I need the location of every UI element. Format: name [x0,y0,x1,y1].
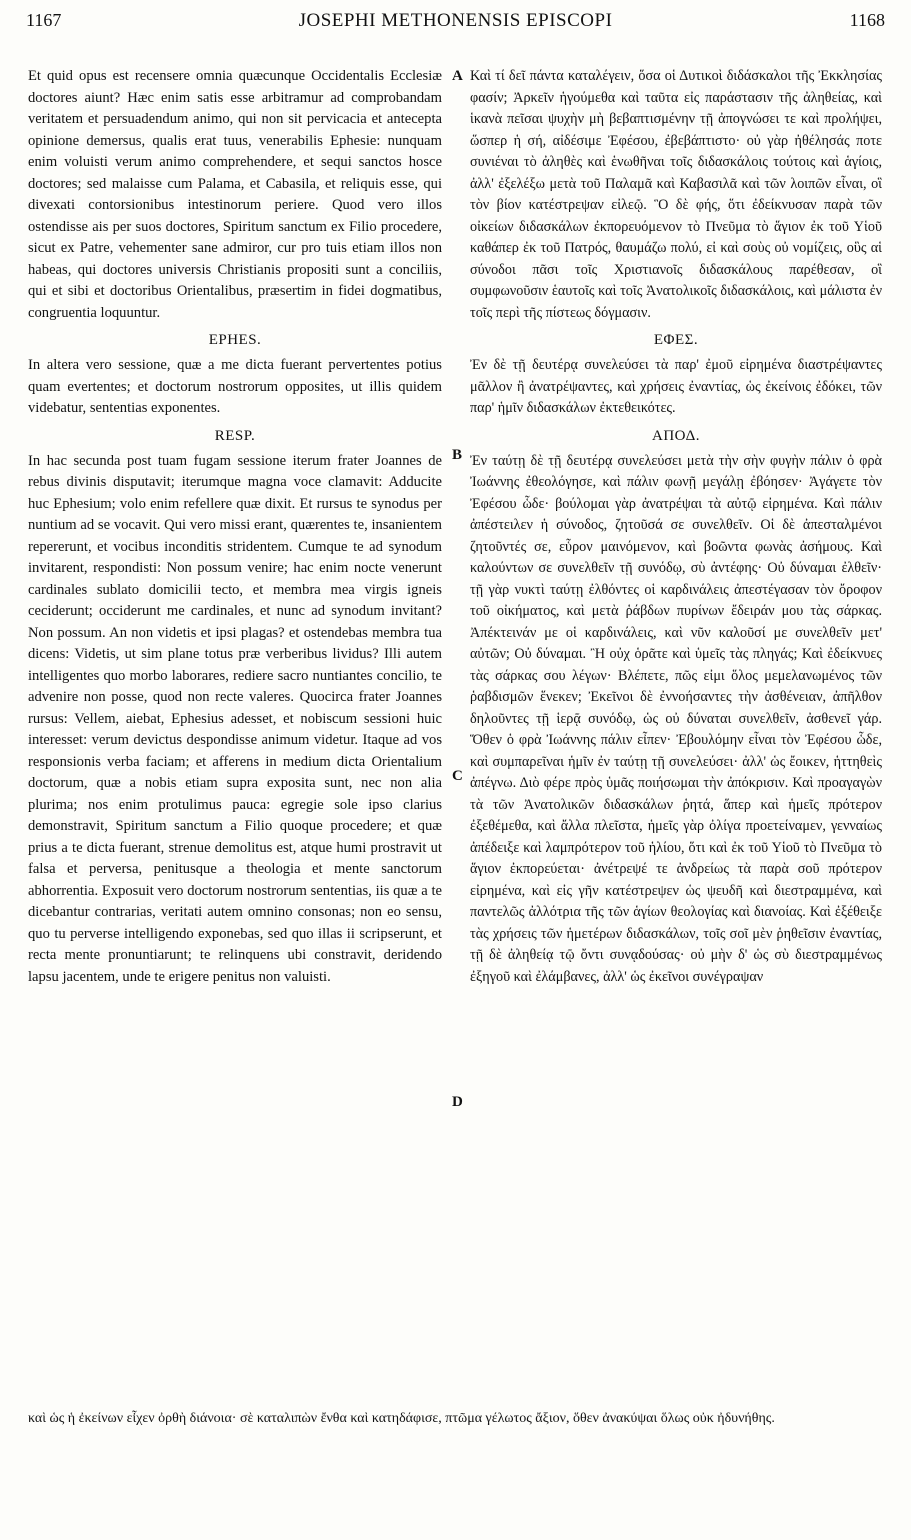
greek-heading-ephes: ΕΦΕΣ. [653,332,699,348]
latin-paragraph-3: In hac secunda post tuam fugam sessione iterum frater Joannes de rebus divinis disputavit; iterumque magna voce clamavit: Adducite huc Ephesium; volo enim refellere quæ dixit. Et rursus te synodus per nuntium ad se vocavit. Qui vero missi erant, quærentes te, insanientem repererunt, et vocibus inconditis stridentem. Cumque te ad synodum invitarent, respondisti: Non possum venire; hac enim nocte venerunt cardinales sublato domicilii tecto, et membra mea virgis igneis ceciderunt; occiderunt me cardinales, et nunc ad synodum invitant? Non possum. An non videtis et ipsi plagas? et ostendebas membra tua dicens: Videtis, ut sim plane totus præ verberibus lividus? Illi autem intelligentes quo morbo laborares, rediere sacro nuntiantes concilio, te advenire non posse, quod non recte valeres. Quocirca frater Joannes rursus: Vellem, aiebat, Ephesius adesset, et nobiscum sessioni huic interesset: verum devictus despondisse animum videtur. Itaque ad vos responsionis verba faciam; et afferens in medium dicta Orientalium doctorum, quæ a nobis etiam supra exposita sunt, nec non alia plurima; nos enim protulimus pauca: egregie sole ipso clarius demonstravit, Spiritum sanctum a Filio quoque procedere; et quæ prius a te dicta fuerant, strenue demolitus est, atque humi prostravit ut falsa et perversa, penitusque a theologia et mente sanctorum abhorrentia. Exposuit vero doctorum nostrorum sententias, iis quæ a te dicebantur contrarias, veritati autem omnino consonas; non eo sensu, quo tu perverse intelligendo exponebas, sed quo illas ii scripserunt, et recta mente pronuntiarunt; te relinquens ubi constravit, deridendo lapsu jacentem, unde te erigere penitus non valuisti. [28,452,442,985]
greek-heading-apod: ΑΠΟΔ. [651,427,701,444]
greek-paragraph-2: Ἐν δὲ τῇ δευτέρᾳ συνελεύσει τὰ παρ' ἐμοῦ εἰρημένα διαστρέψαντες μᾶλλον ἢ ἀνατρέψαντες, καὶ χρήσεις ἐναντίας, ὡς ἐκείνοις ἐδόκει, τῶν παρ' ἡμῖν διδασκάλων ἐκτεθεικότες. [470,357,882,416]
latin-paragraph-1: Et quid opus est recensere omnia quæcunque Occidentalis Ecclesiæ doctores aiunt? Hæc enim satis esse arbitramur ad comprobandam veritatem et persuadendum animo, qui non sit pervicacia et antecepta opinione demersus, qualis erat tuus, venerabilis Ephesie: nunquam enim voluisti verum animo comprehendere, et sequi sanctos hosce doctores; sed malaisse cum Palama, et Cabasila, et reliquis esse, qui divexati contorsionibus intestinorum periere. Quod vero illos ostendisse ais per suos doctores, Spiritum sanctum ex Filio procedere, sicut ex Patre, vehementer sane admiror, cur pro tuis etiam illos non habeas, qui doctores universis Christianis propositi sunt a conciliis, qui et sibi et doctoribus Orientalibus, præsertim in fidei dogmatibus, congruentia loquuntur. [28,68,442,321]
latin-paragraph-2: In altera vero sessione, quæ a me dicta fuerant pervertentes potius quam evertentes; et doctorum nostrorum opposites, ut illis quidem videbatur, sententias exponentes. [28,357,442,416]
page-number-left: 1167 [26,10,62,30]
running-title: JOSEPHI METHONENSIS EPISCOPI [298,10,613,31]
page-number-right: 1168 [849,10,885,30]
latin-heading-ephes: EPHES. [208,332,262,348]
page-header [26,10,885,36]
greek-footer-continuation: καὶ ὡς ἡ ἐκείνων εἶχεν ὀρθὴ διάνοια· σὲ καταλιπὼν ἔνθα καὶ κατηδάφισε, πτῶμα γέλωτος ἄξιον, ὅθεν ἀνακύψαι ὅλως οὐκ ἠδυνήθης. [28,1411,775,1426]
margin-letter-b: B [452,447,463,463]
latin-column [28,66,442,988]
greek-paragraph-1: Καὶ τί δεῖ πάντα καταλέγειν, ὅσα οἱ Δυτικοὶ διδάσκαλοι τῆς Ἐκκλησίας φασίν; Ἀρκεῖν ἡγούμεθα καὶ ταῦτα εἰς παράστασιν τῆς ἀληθείας, καὶ ἱκανὰ πεῖσαι ψυχὴν μὴ βεβαπτισμένην τῇ ἀπογνώσει τε καὶ προλήψει, ὥσπερ ἡ σή, αἰδέσιμε Ἐφέσου, ἐβεβάπτιστο· οὐ γὰρ ἠθέλησάς ποτε συνιέναι τὸ ἀληθὲς καὶ ἑνωθῆναι τοῖς διδασκάλοις τούτοις καὶ ἁγίοις, ἀλλ' ἐξελέξω μετὰ τοῦ Παλαμᾶ καὶ Καβασιλᾶ καὶ τῶν λοιπῶν εἶναι, οἳ τὸν βίον κατέστρεψαν εἰλεῷ. Ὃ δὲ φής, ὅτι ἐδείκνυσαν παρὰ τῶν οἰκείων διδασκάλων ἐκπορευόμενον τὸ Πνεῦμα τὸ ἅγιον ἐκ τοῦ Υἱοῦ καθάπερ ἐκ τοῦ Πατρός, θαυμάζω πολύ, εἰ καὶ σοὺς οὐ νομίζεις, οὓς αἱ σύνοδοι πᾶσι τοῖς Χριστιανοῖς διδασκάλους παρέθεσαν, οἳ συμφωνοῦσιν ἑαυτοῖς καὶ τοῖς Ἀνατολικοῖς διδασκάλοις, καὶ μάλιστα ἐν τοῖς περὶ τῆς πίστεως δόγμασιν. [470,68,882,321]
latin-heading-resp: RESP. [214,427,256,444]
greek-paragraph-3: Ἐν ταύτῃ δὲ τῇ δευτέρᾳ συνελεύσει μετὰ τὴν σὴν φυγὴν πάλιν ὁ φρὰ Ἰωάννης ἐθεολόγησε, καὶ πάλιν φωνῇ μεγάλῃ ἐβόησεν· Ἀγάγετε τὸν Ἐφέσου ὧδε· βούλομαι γὰρ ἀνατρέψαι τὰ αὐτῷ εἰρημένα. Καὶ πάλιν ἀπέστειλεν ἡ σύνοδος, ζητοῦσά σε συνελθεῖν. Οἱ δὲ ἀπεσταλμένοι ζητοῦντές σε, εὗρον μαινόμενον, καὶ βοῶντα φωνὰς ἀσήμους. Καὶ καλούντων σε συνελθεῖν τῇ συνόδῳ, σὺ ἀντέφης· Οὐ δύναμαι ἐλθεῖν· τῇ γὰρ νυκτὶ ταύτῃ ἐλθόντες οἱ καρδινάλεις ἀπεστέγασαν τὸν ὄροφον τοῦ οἰκήματος, καὶ μετὰ ῥάβδων πυρίνων ἔδειράν μου τὰς σάρκας. Ἀπέκτεινάν με οἱ καρδινάλεις, καὶ νῦν καλοῦσί με συνελθεῖν μετ' αὐτῶν; Οὐ δύναμαι. Ἢ οὐχ ὁρᾶτε καὶ ὑμεῖς τὰς πληγάς; Καὶ ἐδείκνυες τὰς σάρκας σου λέγων· Βλέπετε, πῶς εἰμι ὅλος μεμελανωμένος τῶν ῥαβδισμῶν ἕνεκεν; Ἐκεῖνοι δὲ ἐννοήσαντες τὴν ἀσθένειαν, ἀπῆλθον δηλοῦντες τῇ ἱερᾷ συνόδῳ, ὡς οὐ δύναται συνελθεῖν, ἀσθενεῖ γάρ. Ὅθεν ὁ φρὰ Ἰωάννης πάλιν εἶπεν· Ἐβουλόμην εἶναι τὸν Ἐφέσου ὧδε, καὶ συμπαρεῖναι ἡμῖν ἐν ταύτῃ τῇ συνελεύσει· ἀλλ' ὡς ἔοικεν, ἡττηθεὶς ἀπέγνω. Διὸ φέρε πρὸς ὑμᾶς ποιήσωμαι τὴν ἀπόκρισιν. Καὶ προαγαγὼν τὰ τῶν Ἀνατολικῶν διδασκάλων ῥητά, ἅπερ καὶ ἡμεῖς πρότερον ἐξεθέμεθα, καὶ ἄλλα πλεῖστα, ἡμεῖς γὰρ ὀλίγα προετείναμεν, γενναίως ἀπέδειξε καὶ λαμπρότερον τοῦ ἡλίου, ὅτι καὶ ἐκ τοῦ Υἱοῦ τὸ Πνεῦμα τὸ ἅγιον ἐκπορεύεται· ἀνέτρεψέ τε ἀνδρείως τὰ παρὰ σοῦ πρότερον εἰρημένα, καὶ εἰς γῆν κατέστρεψεν ὡς ψευδῆ καὶ διεστραμμένα, καὶ παντελῶς ἀλλότρια τῆς τῶν ἁγίων θεολογίας καὶ διανοίας. Καὶ ἐξέθειξε τὰς χρήσεις τῶν ἡμετέρων διδασκάλων, τοῖς σοῖ μὲν ῥηθεῖσιν ἐναντίας, τῇ δὲ ἀληθείᾳ τῷ ὄντι συνᾳδούσας· οὐ μὴν δ' ὡς σὺ διεστραμμένως ἐξηγοῦ καὶ ἐλάμβανες, ἀλλ' ὡς ἐκεῖνοι συνέγραψαν [470,452,882,985]
margin-letter-d: D [452,1094,463,1110]
margin-letter-c: C [452,768,463,784]
margin-letter-a: A [452,68,463,84]
greek-column [470,66,882,988]
